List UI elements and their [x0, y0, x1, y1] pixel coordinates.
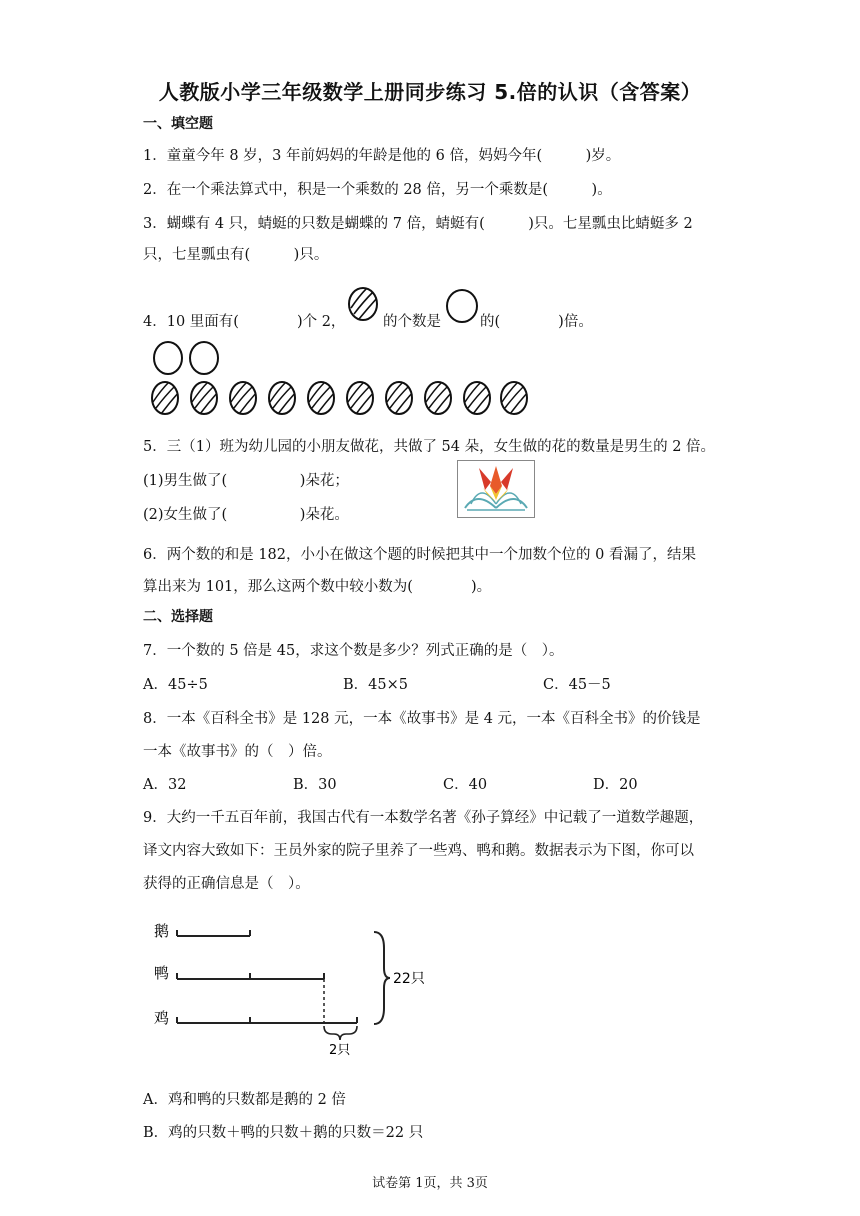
plain-circle-icon	[445, 288, 479, 324]
striped-circle-icon	[386, 382, 413, 414]
question-8-option-b[interactable]: B．30	[293, 777, 337, 793]
question-9-line-3: 获得的正确信息是（ ）。	[143, 876, 310, 892]
striped-circle-icon	[464, 382, 491, 414]
duck-label: 鸭	[154, 964, 170, 982]
striped-circle-icon	[347, 286, 379, 322]
question-6-line-1: 6．两个数的和是 182，小小在做这个题的时候把其中一个加数个位的 0 看漏了，结果	[143, 547, 696, 563]
question-5-sub-1: (1)男生做了( )朵花；	[143, 473, 349, 489]
total-label: 22只	[393, 971, 425, 987]
page-title: 人教版小学三年级数学上册同步练习 5.倍的认识（含答案）	[158, 80, 702, 104]
question-7-option-c[interactable]: C．45－5	[543, 677, 611, 693]
question-9-option-a[interactable]: A．鸡和鸭的只数都是鹅的 2 倍	[143, 1092, 346, 1108]
question-8-line-2: 一本《故事书》的（ ）倍。	[143, 744, 332, 760]
question-4-part-1: 4．10 里面有( )个 2，	[143, 314, 346, 330]
plain-circle-icon	[154, 342, 182, 374]
striped-circle-icon	[501, 382, 528, 414]
question-1: 1．童童今年 8 岁，3 年前妈妈的年龄是他的 6 倍，妈妈今年( )岁。	[143, 148, 621, 164]
question-9-option-b[interactable]: B．鸡的只数＋鸭的只数＋鹅的只数＝22 只	[143, 1125, 424, 1141]
total-brace	[374, 932, 390, 1024]
extra-brace	[324, 1026, 357, 1040]
chicken-segment	[177, 1017, 357, 1023]
segment-diagram	[148, 912, 448, 1062]
section-fill-heading: 一、填空题	[143, 116, 213, 132]
question-7-option-b[interactable]: B．45×5	[343, 677, 408, 693]
chicken-label: 鸡	[154, 1009, 170, 1027]
striped-circle-icon	[425, 382, 452, 414]
question-8-option-c[interactable]: C．40	[443, 777, 488, 793]
question-9-line-1: 9．大约一千五百年前，我国古代有一本数学名著《孙子算经》中记载了一道数学趣题，	[143, 810, 704, 826]
question-8-line-1: 8．一本《百科全书》是 128 元，一本《故事书》是 4 元，一本《百科全书》的价钱是	[143, 711, 701, 727]
striped-circle-icon	[230, 382, 257, 414]
circles-figure	[150, 340, 540, 420]
question-4-part-2: 的个数是	[383, 314, 441, 330]
goose-label: 鹅	[154, 922, 170, 940]
question-5-stem: 5．三（1）班为幼儿园的小朋友做花，共做了 54 朵，女生做的花的数量是男生的 2 倍。	[143, 439, 716, 455]
question-4-part-3: 的( )倍。	[480, 314, 593, 330]
flower-image	[457, 460, 535, 518]
question-7-stem: 7．一个数的 5 倍是 45，求这个数是多少？列式正确的是（ ）。	[143, 643, 564, 659]
question-8-option-d[interactable]: D．20	[593, 777, 638, 793]
striped-circle-icon	[347, 382, 374, 414]
page-footer: 试卷第 1页，共 3页	[372, 1176, 488, 1191]
striped-circle-icon	[152, 382, 179, 414]
question-8-option-a[interactable]: A．32	[143, 777, 187, 793]
extra-label: 2只	[329, 1043, 351, 1058]
question-6-line-2: 算出来为 101，那么这两个数中较小数为( )。	[143, 579, 492, 595]
question-3-line-1: 3．蝴蝶有 4 只，蜻蜓的只数是蝴蝶的 7 倍，蜻蜓有( )只。七星瓢虫比蜻蜓多 2	[143, 216, 693, 232]
question-3-line-2: 只，七星瓢虫有( )只。	[143, 247, 329, 263]
question-5-sub-2: (2)女生做了( )朵花。	[143, 507, 349, 523]
plain-circle-icon	[190, 342, 218, 374]
striped-circle-icon	[191, 382, 218, 414]
question-7-option-a[interactable]: A．45÷5	[143, 677, 208, 693]
striped-circle-icon	[269, 382, 296, 414]
section-choice-heading: 二、选择题	[143, 609, 213, 625]
question-2: 2．在一个乘法算式中，积是一个乘数的 28 倍，另一个乘数是( )。	[143, 182, 612, 198]
striped-circle-icon	[308, 382, 335, 414]
duck-segment	[177, 973, 324, 979]
question-9-line-2: 译文内容大致如下：王员外家的院子里养了一些鸡、鸭和鹅。数据表示为下图，你可以	[143, 843, 694, 859]
goose-segment	[177, 930, 250, 936]
